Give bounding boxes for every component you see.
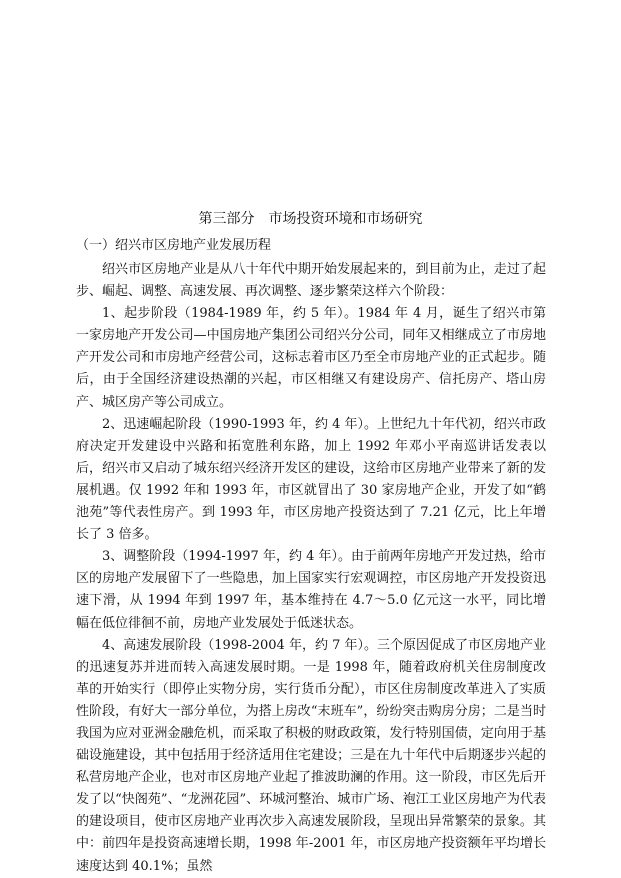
paragraph-stage-3: 3、调整阶段（1994-1997 年，约 4 年）。由于前两年房地产开发过热，给市区的房地产发展留下了一些隐患，加上国家实行宏观调控，市区房地产开发投资迅速下滑，从 1994 年到 1997 年，基本维持在 4.7～5.0 亿元这一水平，同比增幅在低位徘徊不前，房地产业发展处于低迷状态。 — [76, 549, 546, 631]
paragraph-stage-1: 1、起步阶段（1984-1989 年，约 5 年）。1984 年 4 月，诞生了绍兴市第一家房地产开发公司—中国房地产集团公司绍兴分公司，同年又相继成立了市房地产开发公司和市房地产经营公司，这标志着市区乃至全市房地产业的正式起步。随后，由于全国经济建设热潮的兴起，市区相继又有建设房产、信托房产、塔山房产、城区房产等公司成立。 — [76, 306, 546, 410]
paragraph-intro: 绍兴市区房地产业是从八十年代中期开始发展起来的，到目前为止，走过了起步、崛起、调整、高速发展、再次调整、逐步繁荣这样六个阶段： — [76, 262, 546, 300]
body-text — [76, 259, 546, 878]
section-heading: （一）绍兴市区房地产业发展历程 — [76, 238, 272, 253]
paragraph-stage-4: 4、高速发展阶段（1998-2004 年，约 7 年）。三个原因促成了市区房地产业的迅速复苏并进而转入高速发展时期。一是 1998 年，随着政府机关住房制度改革的开始实行（即停止实物分房，实行货币分配），市区住房制度改革进入了实质性阶段，有好大一部分单位，为搭上房改“末班车”，纷纷突击购房分房；二是当时我国为应对亚洲金融危机，而采取了积极的财政政策，发行特别国债，定向用于基础设施建设，其中包括用于经济适用住宅建设；三是在九十年代中后期逐步兴起的私营房地产企业，也对市区房地产业起了推波助澜的作用。这一阶段，市区先后开发了以“快阁苑”、“龙洲花园”、环城河整治、城市广场、袍江工业区房地产为代表的建设项目，使市区房地产业再次步入高速发展阶段，呈现出异常繁荣的景象。其中：前四年是投资高速增长期，1998 年-2001 年，市区房地产投资额年平均增长速度达到 40.1%；虽然 — [76, 637, 546, 874]
document-title: 第三部分 市场投资环境和市场研究 — [198, 211, 423, 227]
paragraph-stage-2: 2、迅速崛起阶段（1990-1993 年，约 4 年）。上世纪九十年代初，绍兴市政府决定开发建设中兴路和拓宽胜利东路，加上 1992 年邓小平南巡讲话发表以后，绍兴市又启动了城东绍兴经济开发区的建设，这给市区房地产业带来了新的发展机遇。仅 1992 年和 1993 年，市区就冒出了 30 家房地产企业，开发了如“鹤池苑”等代表性房产。到 1993 年，市区房地产投资达到了 7.21 亿元，比上年增长了 3 倍多。 — [76, 416, 546, 543]
